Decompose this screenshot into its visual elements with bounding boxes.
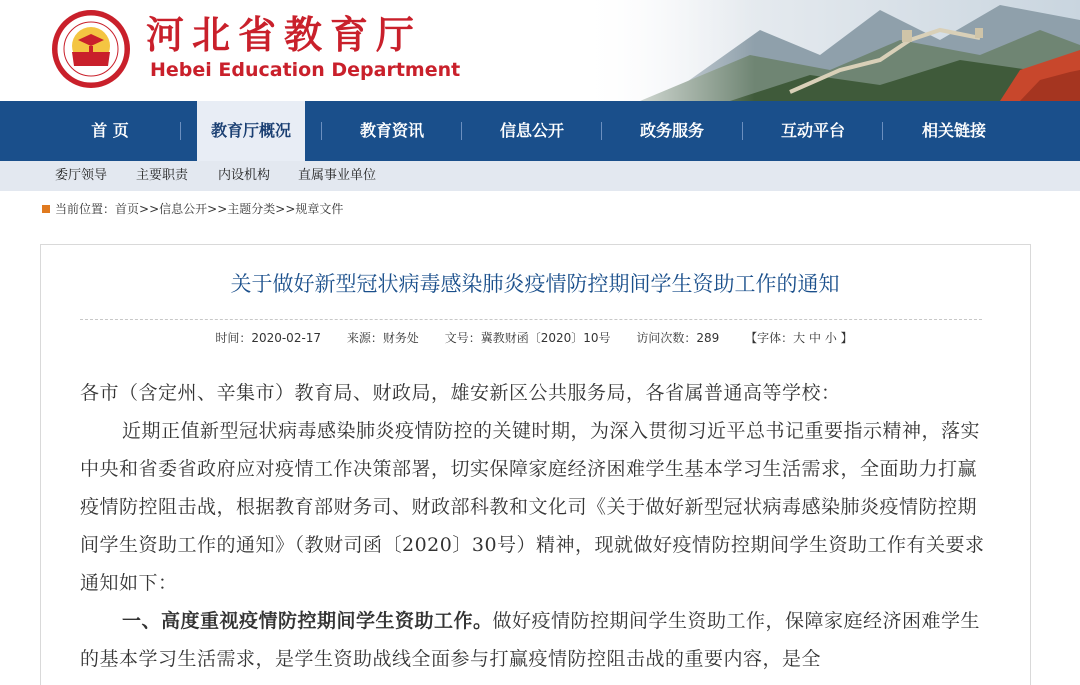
breadcrumb-separator: >> [139, 202, 160, 216]
nav-item-interaction[interactable]: 互动平台 [780, 121, 845, 140]
breadcrumb-bullet-icon [42, 205, 50, 213]
section-1-heading: 一、高度重视疫情防控期间学生资助工作。 [122, 610, 493, 632]
site-title: 河北省教育厅 [146, 12, 423, 57]
nav-item-info-disclosure[interactable]: 信息公开 [499, 121, 564, 140]
subnav-item-affiliated-units[interactable]: 直属事业单位 [298, 168, 377, 183]
great-wall-banner-image [580, 0, 1080, 101]
breadcrumb-link-info-disclosure[interactable]: 信息公开 [159, 202, 208, 216]
paragraph-intro: 近期正值新型冠状病毒感染肺炎疫情防控的关键时期，为深入贯彻习近平总书记重要指示精神，落实中央和省委省政府应对疫情工作决策部署，切实保障家庭经济困难学生基本学习生活需求，全面助力打赢疫情防控阻击战，根据教育部财务司、财政部科教和文化司《关于做好新型冠状病毒感染肺炎疫情防控期间学生资助工作的通知》（教财司函〔2020〕30号）精神，现就做好疫情防控期间学生资助工作有关要求通知如下： [80, 420, 985, 594]
hebei-education-emblem-icon[interactable] [52, 10, 130, 88]
font-size-medium-button[interactable]: 中 [808, 331, 821, 345]
breadcrumb-link-topic[interactable]: 主题分类 [227, 202, 276, 216]
breadcrumb-separator: >> [207, 202, 228, 216]
nav-divider [180, 122, 181, 140]
nav-item-home[interactable]: 首 页 [91, 121, 129, 140]
section-1-body: 做好疫情防控期间学生资助工作，保障家庭经济困难学生的基本学习生活需求，是学生资助战线全面参与打赢疫情防控阻击战的重要内容，是全 [80, 610, 981, 670]
font-size-small-button[interactable]: 小 [824, 331, 837, 345]
nav-item-news[interactable]: 教育资讯 [359, 121, 424, 140]
nav-item-related-links[interactable]: 相关链接 [921, 121, 986, 140]
paragraph-section-1 [80, 602, 992, 678]
main-navigation [0, 101, 1080, 161]
font-size-label: 【字体： [745, 331, 794, 345]
article-body [80, 374, 992, 678]
sub-navigation [0, 161, 1080, 191]
subnav-item-departments[interactable]: 内设机构 [218, 168, 271, 183]
breadcrumb-link-home[interactable]: 首页 [115, 202, 140, 216]
breadcrumb [42, 200, 343, 218]
nav-item-government-services[interactable]: 政务服务 [639, 121, 704, 140]
font-size-control [745, 331, 853, 345]
title-divider [80, 319, 982, 320]
site-subtitle: Hebei Education Department [150, 59, 461, 81]
salutation: 各市（含定州、辛集市）教育局、财政局，雄安新区公共服务局，各省属普通高等学校： [80, 382, 841, 404]
nav-item-overview[interactable]: 教育厅概况 [197, 101, 305, 161]
nav-divider [461, 122, 462, 140]
article-title: 关于做好新型冠状病毒感染肺炎疫情防控期间学生资助工作的通知 [230, 272, 840, 296]
subnav-item-leadership[interactable]: 委厅领导 [55, 168, 108, 183]
nav-divider [742, 122, 743, 140]
meta-visits: 访问次数：289 [636, 331, 720, 345]
subnav-item-responsibilities[interactable]: 主要职责 [136, 168, 189, 183]
breadcrumb-prefix: 当前位置： [55, 202, 116, 216]
breadcrumb-link-regulations[interactable]: 规章文件 [295, 202, 344, 216]
nav-divider [321, 122, 322, 140]
article-meta [0, 328, 1068, 348]
nav-divider [882, 122, 883, 140]
font-size-large-button[interactable]: 大 [793, 331, 806, 345]
meta-time: 时间：2020-02-17 [215, 331, 322, 345]
meta-source: 来源：财务处 [346, 331, 419, 345]
nav-divider [601, 122, 602, 140]
font-size-end: 】 [840, 331, 853, 345]
breadcrumb-separator: >> [275, 202, 296, 216]
meta-doc-number: 文号：冀教财函〔2020〕10号 [444, 331, 611, 345]
site-header [0, 0, 1080, 101]
